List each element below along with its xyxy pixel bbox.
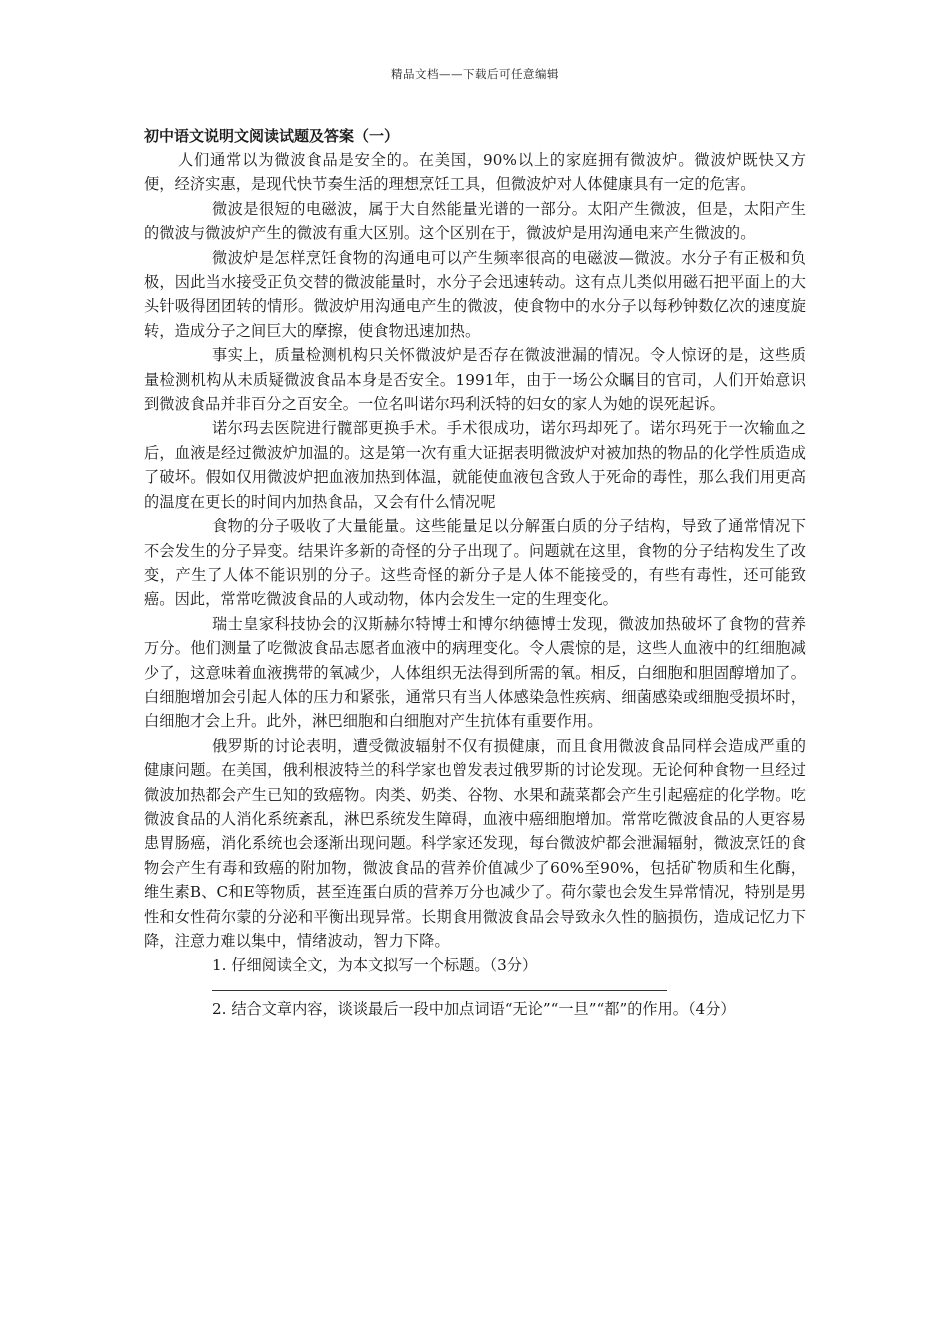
paragraph: 俄罗斯的讨论表明，遭受微波辐射不仅有损健康，而且食用微波食品同样会造成严重的健康问题。在美国，俄利根波特兰的科学家也曾发表过俄罗斯的讨论发现。无论何种食物一旦经过微波加热都会产生已知的致癌物。肉类、奶类、谷物、水果和蔬菜都会产生引起癌症的化学物。吃微波食品的人消化系统紊乱，淋巴系统发生障碍，血液中癌细胞增加。常常吃微波食品的人更容易患胃肠癌，消化系统也会逐渐出现问题。科学家还发现，每台微波炉都会泄漏辐射，微波烹饪的食物会产生有毒和致癌的附加物，微波食品的营养价值减少了60%至90%，包括矿物质和生化酶，维生素B、C和E等物质，甚至连蛋白质的营养万分也减少了。荷尔蒙也会发生异常情况，特别是男性和女性荷尔蒙的分泌和平衡出现异常。长期食用微波食品会导致永久性的脑损伤，造成记忆力下降，注意力难以集中，情绪波动，智力下降。: [144, 736, 806, 950]
paragraph: 人们通常以为微波食品是安全的。在美国，90%以上的家庭拥有微波炉。微波炉既快又方便，经济实惠，是现代快节奏生活的理想烹饪工具，但微波炉对人体健康具有一定的危害。: [144, 151, 806, 194]
paragraph: 诺尔玛去医院进行髋部更换手术。手术很成功，诺尔玛却死了。诺尔玛死于一次输血之后，血液是经过微波炉加温的。这是第一次有重大证据表明微波炉对被加热的物品的化学性质造成了破坏。假如仅用微波炉把血液加热到体温，就能使血液包含致人于死命的毒性，那么我们用更高的温度在更长的时间内加热食品，又会有什么情况呢: [144, 419, 806, 511]
document-title: 初中语文说明文阅读试题及答案（一）: [144, 127, 400, 145]
page-header: 精品文档——下载后可任意编辑: [391, 67, 559, 81]
paragraph: 微波炉是怎样烹饪食物的沟通电可以产生频率很高的电磁波—微波。水分子有正极和负极，因此当水接受正负交替的微波能量时，水分子会迅速转动。这有点儿类似用磁石把平面上的大头针吸得团团转的情形。微波炉用沟通电产生的微波，使食物中的水分子以每秒钟数亿次的速度旋转，造成分子之间巨大的摩擦，使食物迅速加热。: [144, 248, 806, 340]
answer-blank-line[interactable]: [212, 990, 667, 991]
question-1: 1. 仔细阅读全文，为本文拟写一个标题。（3分）: [212, 956, 538, 975]
paragraph: 食物的分子吸收了大量能量。这些能量足以分解蛋白质的分子结构，导致了通常情况下不会发生的分子异变。结果许多新的奇怪的分子出现了。问题就在这里，食物的分子结构发生了改变，产生了人体不能识别的分子。这些奇怪的新分子是人体不能接受的，有些有毒性，还可能致癌。因此，常常吃微波食品的人或动物，体内会发生一定的生理变化。: [144, 517, 806, 609]
paragraph: 微波是很短的电磁波，属于大自然能量光谱的一部分。太阳产生微波，但是，太阳产生的微波与微波炉产生的微波有重大区别。这个区别在于，微波炉是用沟通电来产生微波的。: [144, 199, 806, 243]
paragraph: 事实上，质量检测机构只关怀微波炉是否存在微波泄漏的情况。令人惊讶的是，这些质量检测机构从未质疑微波食品本身是否安全。1991年，由于一场公众瞩目的官司，人们开始意识到微波食品并非百分之百安全。一位名叫诺尔玛利沃特的妇女的家人为她的误死起诉。: [144, 346, 806, 414]
question-2: 2. 结合文章内容，谈谈最后一段中加点词语“无论”“一旦”“都”的作用。（4分）: [212, 999, 736, 1018]
document-body: [144, 124, 806, 1021]
paragraph: 瑞士皇家科技协会的汉斯赫尔特博士和博尔纳德博士发现，微波加热破坏了食物的营养万分。他们测量了吃微波食品志愿者血液中的病理变化。令人震惊的是，这些人血液中的红细胞减少了，这意味着血液携带的氧减少，人体组织无法得到所需的氧。相反，白细胞和胆固醇增加了。白细胞增加会引起人体的压力和紧张，通常只有当人体感染急性疾病、细菌感染或细胞受损坏时，白细胞才会上升。此外，淋巴细胞和白细胞对产生抗体有重要作用。: [144, 614, 806, 731]
